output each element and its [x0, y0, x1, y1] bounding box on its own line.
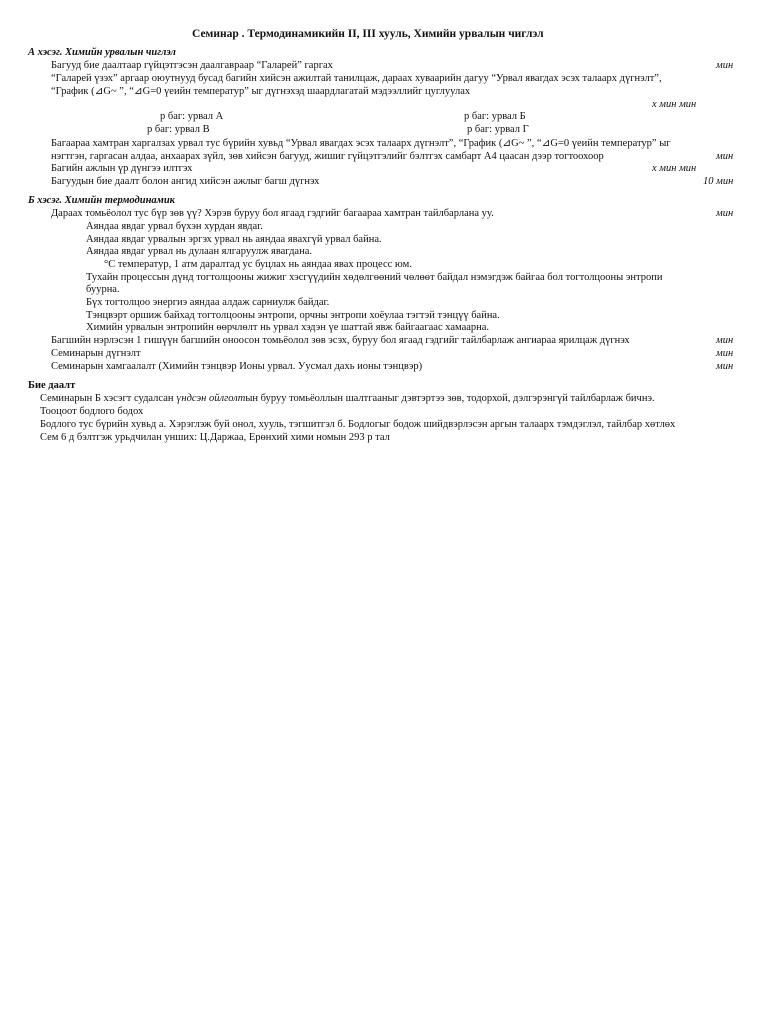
self-study-line: Тооцоот бодлого бодох	[40, 406, 144, 417]
statement-item: Химийн урвалын энтропийн өөрчлөлт нь урвал хэдэн үе шаттай явж байгаагаас хамаарна.	[86, 322, 490, 333]
page-title: Семинар . Термодинамикийн II, III хууль, Химийн урвалын чиглэл	[192, 28, 544, 40]
duration-label: мин	[716, 208, 734, 219]
section-b-line: Семинарын дүгнэлт	[51, 348, 141, 359]
section-a-line: “Галарей үзэх” аргаар оюутнууд бусад багийн хийсэн ажилтай танилцаж, дараах хуваарийн дагуу “Урвал явагдах эсэх талаарх дүгнэлт”,	[51, 73, 662, 84]
self-study-line: Бодлого тус бүрийн хувьд а. Хэрэглэж буй онол, хууль, тэгшитгэл б. Бодлогыг бодож шийдвэрлэсэн аргын талаарх тэмдэглэл, тайлбар хөтлөх	[40, 419, 676, 430]
duration-label: х мин мин	[652, 99, 697, 110]
statement-item: Бүх тогтолцоо энергиэ аяндаа алдаж сарниулж байдаг.	[86, 297, 330, 308]
section-b-line: Семинарын хамгаалалт (Химийн тэнцвэр Ионы урвал. Уусмал дахь ионы тэнцвэр)	[51, 361, 423, 372]
duration-label: мин	[716, 60, 734, 71]
statement-item: буурна.	[86, 284, 120, 295]
duration-label: мин	[716, 151, 734, 162]
statement-item: Тэнцвэрт оршиж байхад тогтолцооны энтропи, орчны энтропи хоёулаа тэгтэй тэнцүү байна.	[86, 310, 500, 321]
duration-label: х мин мин	[652, 163, 697, 174]
self-study-header: Бие даалт	[28, 380, 76, 391]
section-b-question: Дараах томьёолол тус бүр зөв үү? Хэрэв буруу бол ягаад гэдгийг багаараа хамтран тайлбарлана уу.	[51, 208, 494, 219]
team-assignment: р баг: урвал В	[147, 124, 210, 135]
statement-item: Аяндаа явдаг урвал нь дулаан ялгаруулж явагдана.	[86, 246, 312, 257]
team-assignment: р баг: урвал А	[160, 111, 224, 122]
section-a-line: Багийн ажлын үр дүнгээ илтгэх	[51, 163, 193, 174]
team-assignment: р баг: урвал Б	[464, 111, 526, 122]
statement-item: °C температур, 1 атм даралтад ус буцлах нь аяндаа явах процесс юм.	[104, 259, 412, 270]
team-assignment: р баг: урвал Г	[467, 124, 529, 135]
section-a-line: Багаараа хамтран харгалзах урвал тус бүрийн хувьд “Урвал явагдах эсэх талаарх дүгнэлт”, “График (⊿G~ ”, “⊿G=0 үеийн температур” ыг	[51, 138, 671, 149]
self-study-text: Семинарын Б хэсэгт судалсан	[40, 393, 177, 404]
duration-label: мин	[716, 348, 734, 359]
statement-item: Аяндаа явдаг урвалын эргэх урвал нь аяндаа явахгүй урвал байна.	[86, 234, 382, 245]
section-b-line: Багшийн нэрлэсэн 1 гишүүн багшийн оноосон томьёолол зөв эсэх, буруу бол ягаад гэдгийг тайлбарлаж ангиараа ярилцаж дүгнэх	[51, 335, 630, 346]
section-a-line: Багуудын бие даалт болон ангид хийсэн ажлыг багш дүгнэх	[51, 176, 320, 187]
statement-item: Аяндаа явдаг урвал бүхэн хурдан явдаг.	[86, 221, 263, 232]
section-a-line: нэгтгэн, гаргасан алдаа, анхаарах зүйл, зөв хийсэн багууд, жишиг гүйцэтгэлийг бэлтгэх самбарт А4 цаасан дээр тогтоохоор	[51, 151, 604, 162]
self-study-line	[40, 393, 655, 405]
duration-label: 10 мин	[703, 176, 734, 187]
self-study-text: ын буруу томьёоллын шалтгааныг дэвтэртээ зөв, тодорхой, дэлгэрэнгүй тайлбарлаж бичнэ.	[245, 393, 655, 404]
section-a-line: “График (⊿G~ ”, “⊿G=0 үеийн температур” ыг дүгнэхэд шаардлагатай мэдээллийг цуглуулах	[51, 86, 471, 97]
section-b-header: Б хэсэг. Химийн термодинамик	[28, 195, 176, 206]
duration-label: мин	[716, 361, 734, 372]
statement-item: Тухайн процессын дүнд тогтолцооны жижиг хэсгүүдийн хөдөлгөөний чөлөөт байдал нэмэгдэж байгаа бол тогтолцооны энтропи	[86, 272, 663, 283]
section-a-line: Багууд бие даалтаар гүйцэтгэсэн даалгавраар “Галарей” гаргах	[51, 60, 333, 71]
self-study-line: Сем 6 д бэлтгэж урьдчилан унших: Ц.Даржаа, Ерөнхий хими номын 293 р тал	[40, 432, 390, 443]
self-study-term: үндсэн ойлголт	[176, 393, 246, 404]
duration-label: мин	[716, 335, 734, 346]
section-a-header: А хэсэг. Химийн урвалын чиглэл	[28, 47, 176, 58]
